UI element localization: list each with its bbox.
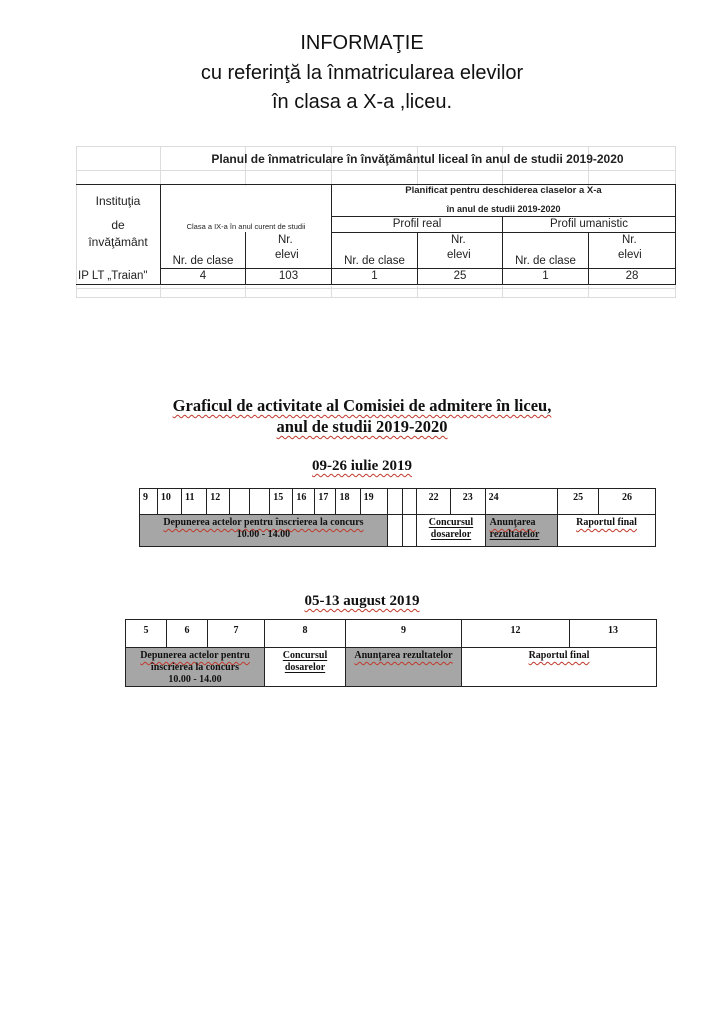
august-contest-label-2: dosarelor <box>284 662 326 673</box>
august-day: 5 <box>126 620 167 648</box>
july-day: 23 <box>450 489 485 515</box>
row-institution: IP LT „Traian" <box>78 270 148 282</box>
july-empty-cell <box>402 515 417 547</box>
col-header-real-classes: Nr. de clase <box>344 255 405 267</box>
july-empty-cell <box>387 515 402 547</box>
august-day: 12 <box>462 620 570 648</box>
row-real-classes: 1 <box>371 270 378 282</box>
current-class-header: Clasa a IX-a în anul curent de studii <box>186 222 306 231</box>
august-announce-label: Anunţarea rezultatelor <box>354 650 453 661</box>
planned-header-line-2: în anul de studii 2019-2020 <box>446 204 561 214</box>
july-day: 22 <box>417 489 451 515</box>
july-day: 11 <box>182 489 207 515</box>
august-day: 9 <box>346 620 462 648</box>
col-header-real-students-l1: Nr. <box>451 234 466 246</box>
august-submission-hours: 10.00 - 14.00 <box>168 674 222 685</box>
july-day: 24 <box>485 489 558 515</box>
row-ix-students: 103 <box>278 270 299 282</box>
july-submission-label: Depunerea actelor pentru înscrierea la concurs <box>163 517 364 528</box>
august-contest-label-1: Concursul <box>282 650 328 661</box>
july-submission-cell <box>140 515 388 547</box>
institution-header-line-3: învăţământ <box>88 235 148 249</box>
document-subtitle-line-2: în clasa a X-a ,liceu. <box>271 91 453 113</box>
july-day: 9 <box>140 489 158 515</box>
july-day <box>230 489 250 515</box>
institution-header-line-1: Instituţia <box>95 194 141 208</box>
july-report-cell <box>558 515 656 547</box>
august-submission-cell <box>126 648 265 687</box>
august-period: 05-13 august 2019 <box>304 593 420 609</box>
august-announce-cell <box>346 648 462 687</box>
august-submission-label-2: înscrierea la concurs <box>150 662 240 673</box>
july-day <box>387 489 402 515</box>
row-uman-classes: 1 <box>542 270 549 282</box>
document-title: INFORMAŢIE <box>300 32 424 54</box>
july-day: 10 <box>157 489 181 515</box>
july-day <box>250 489 270 515</box>
col-header-real-students-l2: elevi <box>447 249 471 261</box>
profile-real-header: Profil real <box>392 218 442 230</box>
enrollment-plan-table <box>76 146 676 298</box>
july-announce-cell <box>485 515 558 547</box>
august-day: 8 <box>265 620 346 648</box>
august-day: 13 <box>570 620 657 648</box>
july-report-label: Raportul final <box>576 517 637 528</box>
col-header-uman-students-l2: elevi <box>618 249 642 261</box>
august-day: 6 <box>167 620 208 648</box>
july-day: 16 <box>293 489 315 515</box>
col-header-ix-students-l1: Nr. <box>278 234 293 246</box>
schedule-title-line-1: Graficul de activitate al Comisiei de admitere în liceu, <box>172 396 552 415</box>
july-contest-label-1: Concursul <box>428 517 474 528</box>
plan-table-title: Planul de înmatriculare în învăţământul liceal în anul de studii 2019-2020 <box>211 152 624 166</box>
planned-header-line-1: Planificat pentru deschiderea claselor a X-a <box>405 185 602 196</box>
july-announce-label-2: rezultatelor <box>489 529 540 540</box>
august-report-label: Raportul final <box>528 650 590 661</box>
august-day: 7 <box>208 620 265 648</box>
july-day: 12 <box>207 489 230 515</box>
july-submission-hours: 10.00 - 14.00 <box>236 529 291 540</box>
col-header-uman-students-l1: Nr. <box>622 234 637 246</box>
july-day: 26 <box>599 489 656 515</box>
august-contest-cell <box>265 648 346 687</box>
july-day: 17 <box>315 489 336 515</box>
july-announce-label-1: Anunţarea <box>489 517 536 528</box>
august-submission-label-1: Depunerea actelor pentru <box>140 650 250 661</box>
col-header-ix-students-l2: elevi <box>275 249 299 261</box>
july-period: 09-26 iulie 2019 <box>312 458 412 474</box>
july-contest-cell <box>417 515 485 547</box>
col-header-ix-classes: Nr. de clase <box>172 255 234 267</box>
july-day: 18 <box>336 489 360 515</box>
july-schedule-table <box>139 488 656 547</box>
institution-header-line-2: de <box>111 218 125 232</box>
july-day: 15 <box>270 489 293 515</box>
profile-uman-header: Profil umanistic <box>550 218 628 230</box>
schedule-title-line-2: anul de studii 2019-2020 <box>276 417 448 436</box>
july-contest-label-2: dosarelor <box>430 529 472 540</box>
row-uman-students: 28 <box>625 270 639 282</box>
july-day: 25 <box>558 489 599 515</box>
august-report-cell <box>462 648 657 687</box>
col-header-uman-classes: Nr. de clase <box>515 255 576 267</box>
row-real-students: 25 <box>453 270 467 282</box>
document-subtitle-line-1: cu referinţă la înmatricularea elevilor <box>200 62 524 84</box>
row-ix-classes: 4 <box>199 270 207 282</box>
july-day <box>402 489 417 515</box>
august-schedule-table <box>125 619 657 687</box>
july-day: 19 <box>360 489 387 515</box>
